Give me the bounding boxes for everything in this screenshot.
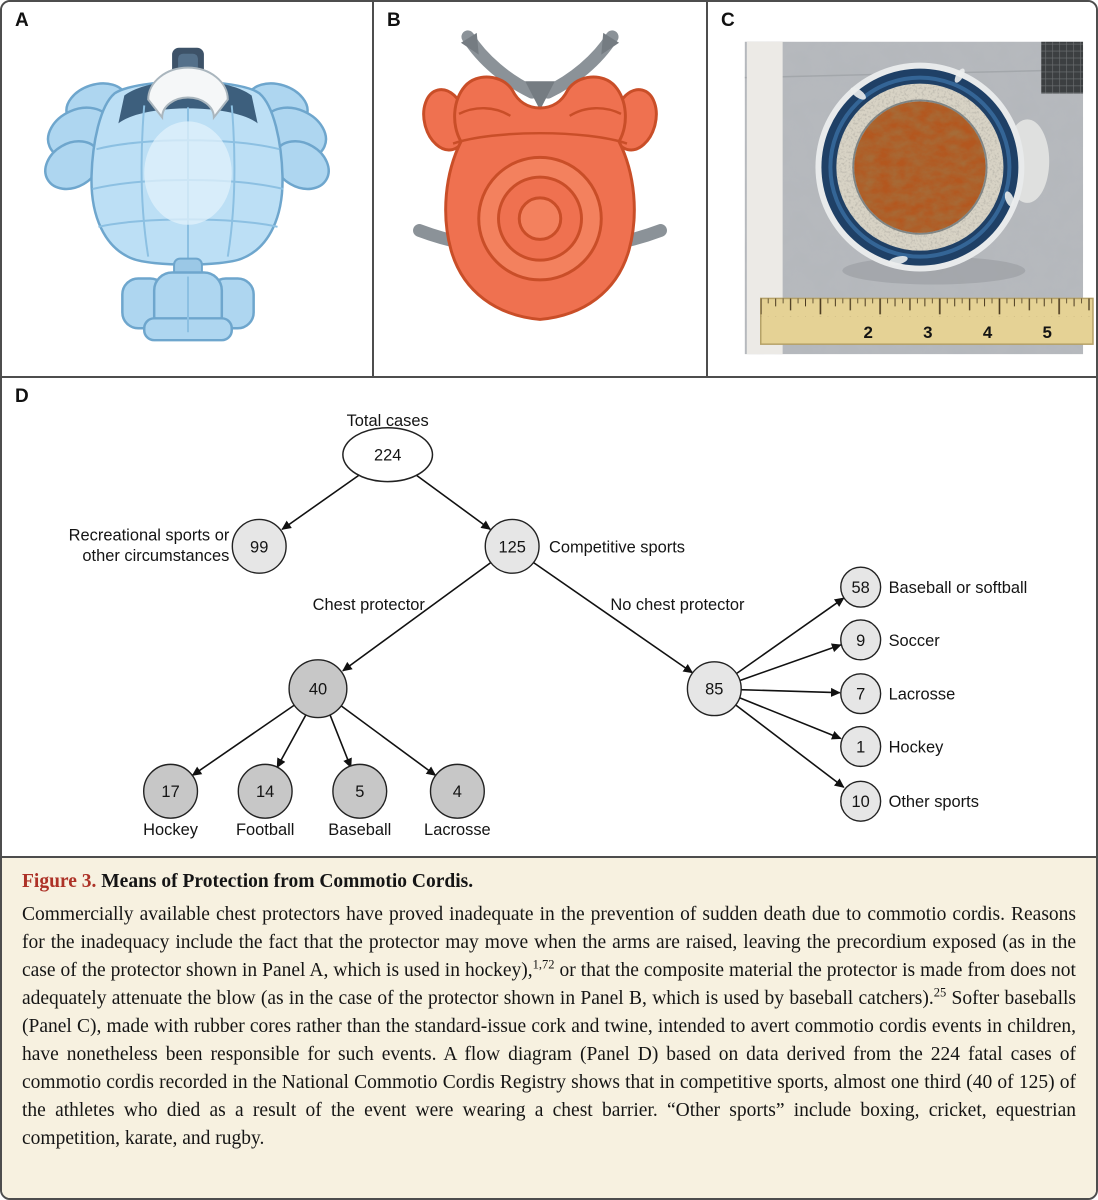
target-rings [479,157,602,280]
other-sports-10-value: 10 [851,793,870,812]
baseball-5-label: Baseball [328,821,392,840]
ruler-number-2: 2 [863,323,873,343]
caption-text-3: Softer baseballs (Panel C), made with rubber cores rather than the standard-issue cork and twine, intended to avert commotio cordis events in children, have nonetheless been responsible for such events. A flow diagram (Panel D) based on data derived from the 224 fatal cases of commotio cordis recorded in the National Commotio Cordis Registry shows that in competitive sports, almost one third (40 of 125) of the athletes who died as a result of the event were wearing a chest barrier. “Other sports” include boxing, cricket, equestrian competition, karate, and rugby. [22,988,1076,1149]
football-14-label: Football [235,821,295,840]
figure-caption [2,858,1096,1198]
reference-superscript-1: 1,72 [532,957,555,972]
recreational-label-line1: Recreational sports or [68,526,230,545]
panel-c [708,2,1096,376]
hockey-1-value: 1 [856,738,866,757]
lacrosse-7-value: 7 [856,685,866,704]
figure-number: Figure 3. [22,871,97,892]
baseball-5-value: 5 [355,783,365,802]
chest-protector-value: 40 [308,680,328,699]
commotio-cordis-flow-diagram [2,378,1096,856]
ruler-number-4: 4 [982,323,993,343]
caption-text-1: Commercially available chest protectors have proved inadequate in the prevention of sudden death due to commotio cordis. Reasons for the inadequacy include the fact that the protector may move when the arms are raised, leaving the precordium exposed (as in the case of the protector shown in Panel A, which is used in hockey), [22,904,1076,981]
reference-superscript-2: 25 [933,985,947,1000]
flow-values [161,447,869,812]
recreational-label-line2: other circumstances [82,547,230,566]
rubber-core-texture [854,101,985,232]
hockey-17-value: 17 [161,783,180,802]
panel-a [2,2,372,376]
flow-labels [69,412,1028,839]
competitive-label: Competitive sports [549,538,685,557]
soccer-9-label: Soccer [888,631,940,650]
baseball-softball-58-value: 58 [851,579,870,598]
panel-a-label: A [15,10,29,31]
protector-a-drawing [37,48,338,340]
no-chest-protector-value: 85 [705,680,724,699]
caption-text-2: or that the composite material the protector is made from does not adequately attenuate the blow (as in the case of the protector shown in Panel B, which is used by baseball catchers). [22,960,1076,1009]
flow-nodes [144,428,881,821]
panel-d [2,378,1096,858]
grid-patch [1041,42,1083,94]
panel-b [372,2,708,376]
no-chest-protector-branch-label: No chest protector [610,596,745,615]
chest-highlight [144,121,232,224]
competitive-value: 125 [498,538,526,557]
lacrosse-4-label: Lacrosse [424,821,491,840]
chest-protector-branch-label: Chest protector [312,596,425,615]
caption-body [22,901,1076,1153]
baseball-cross-section-photo [708,2,1096,376]
lacrosse-4-value: 4 [452,783,462,802]
other-sports-10-label: Other sports [888,793,979,812]
caption-title [22,871,1076,893]
protector-b-drawing [418,33,663,320]
soccer-9-value: 9 [856,631,866,650]
total-cases-label: Total cases [346,411,429,430]
panel-c-label: C [721,10,735,31]
figure-title-text: Means of Protection from Commotio Cordis. [101,871,474,892]
ruler-number-5: 5 [1042,323,1052,343]
football-14-value: 14 [256,783,275,802]
recreational-value: 99 [250,538,269,557]
hockey-17-label: Hockey [143,821,198,840]
baseball-softball-58-label: Baseball or softball [888,579,1028,598]
panel-b-label: B [387,10,401,31]
hockey-1-label: Hockey [888,738,944,757]
ruler-number-3: 3 [923,323,933,343]
catcher-chest-protector-illustration [374,2,706,376]
top-panel-row [2,2,1096,378]
hockey-chest-protector-illustration [2,2,372,376]
ruler [761,298,1093,344]
total-cases-value: 224 [373,446,402,465]
lacrosse-7-label: Lacrosse [888,685,956,704]
panel-d-label: D [15,386,29,407]
